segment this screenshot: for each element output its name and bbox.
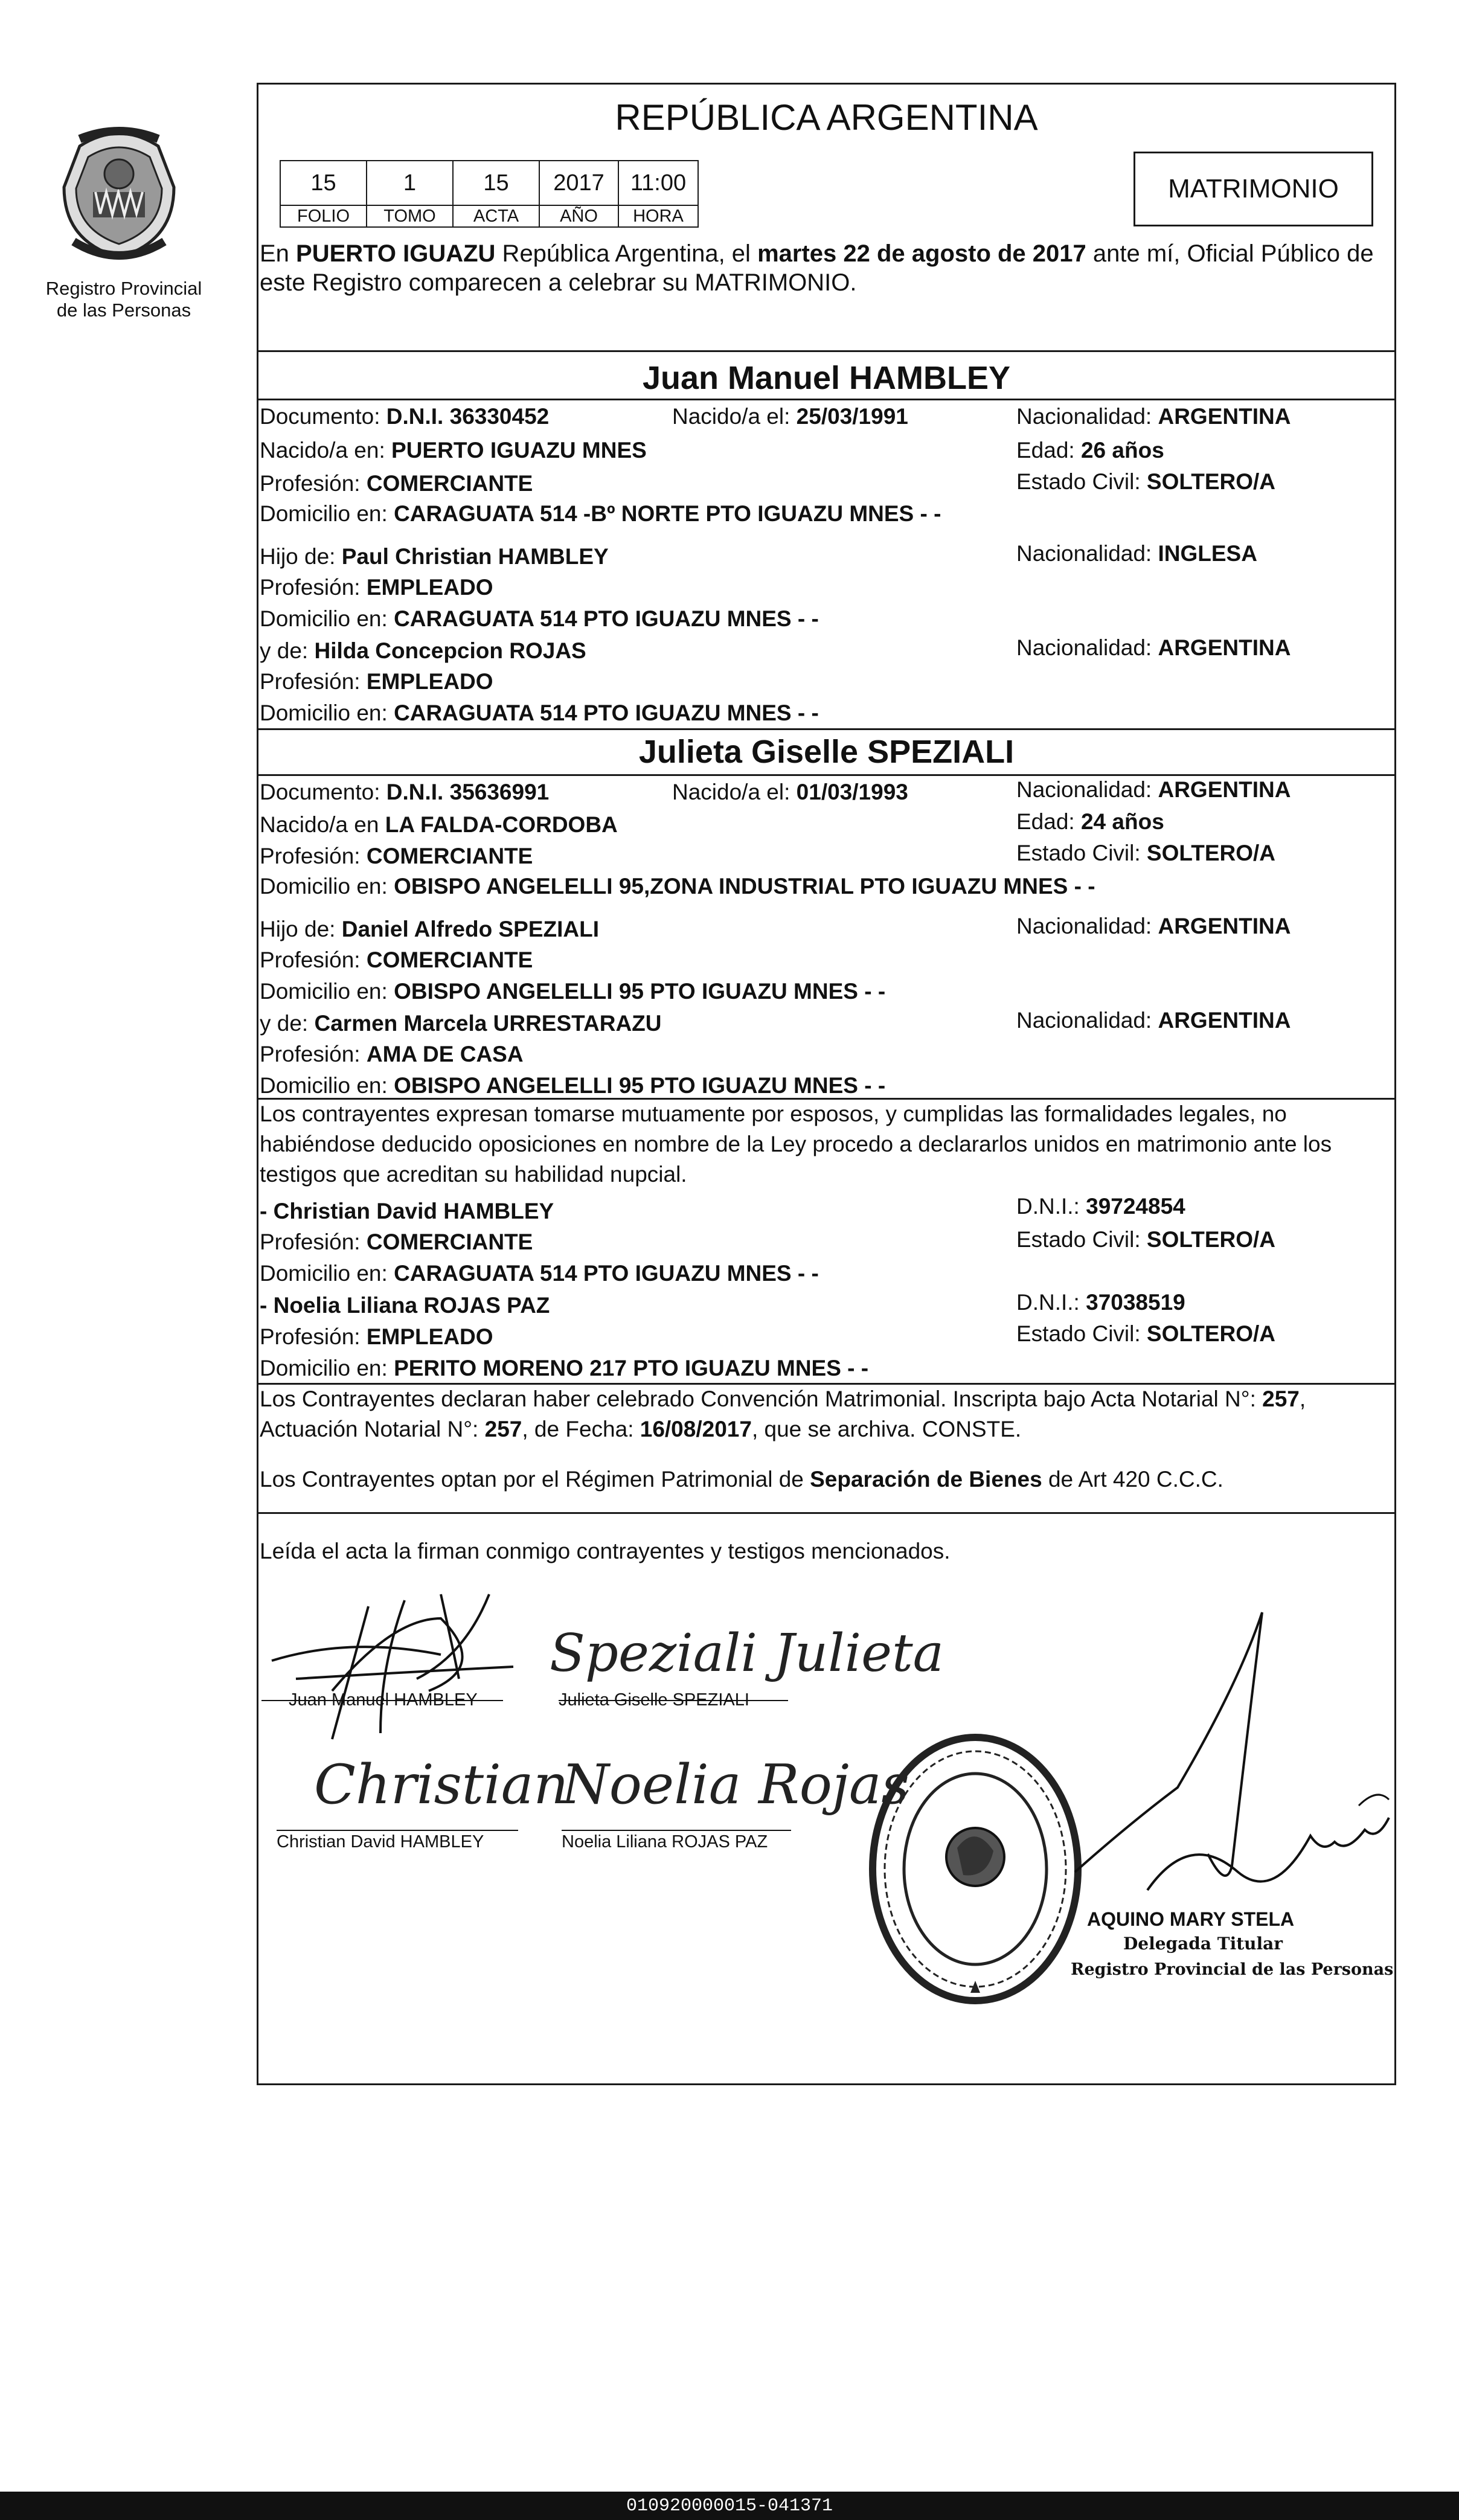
bride-nationality: Nacionalidad: ARGENTINA — [1016, 777, 1291, 802]
country-title: REPÚBLICA ARGENTINA — [615, 97, 1038, 138]
divider — [257, 399, 1396, 400]
bride-birthplace: Nacido/a en LA FALDA-CORDOBA — [260, 812, 618, 837]
witness1-address: Domicilio en: CARAGUATA 514 PTO IGUAZU MNES - - — [260, 1261, 819, 1286]
witness1-signature-caption: Christian David HAMBLEY — [277, 1832, 484, 1852]
witness2-signature: Noelia Rojas — [562, 1753, 909, 1816]
witness1-signature: Christian — [314, 1753, 569, 1816]
groom-profession: Profesión: COMERCIANTE — [260, 471, 533, 496]
acta-label: ACTA — [453, 205, 539, 227]
signature-line — [562, 1830, 791, 1831]
groom-mother-nationality: Nacionalidad: ARGENTINA — [1016, 635, 1291, 660]
bride-mother-profession: Profesión: AMA DE CASA — [260, 1042, 524, 1066]
bride-mother-address: Domicilio en: OBISPO ANGELELLI 95 PTO IGUAZU MNES - - — [260, 1073, 886, 1098]
intro-paragraph: En PUERTO IGUAZU República Argentina, el martes 22 de agosto de 2017 ante mí, Oficial Público de este Registro comparecen a celebrar su MATRIMONIO. — [260, 240, 1374, 296]
witness2-address: Domicilio en: PERITO MORENO 217 PTO IGUAZU MNES - - — [260, 1356, 869, 1380]
official-title: Delegada Titular — [1123, 1934, 1283, 1954]
official-registry: Registro Provincial de las Personas — [1071, 1960, 1394, 1979]
witness1-name: - Christian David HAMBLEY — [260, 1199, 554, 1223]
regime-paragraph: Los Contrayentes optan por el Régimen Patrimonial de Separación de Bienes de Art 420 C.C.C. — [260, 1467, 1223, 1492]
witness1-dni: D.N.I.: 39724854 — [1016, 1194, 1185, 1219]
intro-city: PUERTO IGUAZU — [296, 240, 496, 267]
groom-mother: y de: Hilda Concepcion ROJAS — [260, 638, 586, 663]
witness2-dni: D.N.I.: 37038519 — [1016, 1290, 1185, 1315]
witness2-profession: Profesión: EMPLEADO — [260, 1324, 493, 1349]
acta-value: 15 — [453, 161, 539, 205]
groom-signature-caption: Juan Manuel HAMBLEY — [289, 1690, 478, 1710]
official-name: AQUINO MARY STELA — [1087, 1908, 1295, 1930]
bride-signature: Speziali Julieta — [550, 1623, 944, 1684]
divider — [257, 728, 1396, 730]
bride-mother: y de: Carmen Marcela URRESTARAZU — [260, 1011, 662, 1036]
folio-value: 15 — [280, 161, 367, 205]
witness2-name: - Noelia Liliana ROJAS PAZ — [260, 1293, 550, 1318]
divider — [257, 1512, 1396, 1514]
groom-father-profession: Profesión: EMPLEADO — [260, 575, 493, 600]
bride-father-nationality: Nacionalidad: ARGENTINA — [1016, 914, 1291, 938]
registry-name-line1: Registro Provincial — [45, 278, 202, 299]
groom-birth-date: Nacido/a el: 25/03/1991 — [672, 404, 908, 429]
divider — [257, 774, 1396, 776]
groom-father: Hijo de: Paul Christian HAMBLEY — [260, 544, 609, 569]
anio-label: AÑO — [539, 205, 618, 227]
bride-father-address: Domicilio en: OBISPO ANGELELLI 95 PTO IGUAZU MNES - - — [260, 979, 886, 1004]
footer-barcode-text: 010920000015-041371 — [0, 2492, 1459, 2520]
convention-paragraph: Los Contrayentes declaran haber celebrado Convención Matrimonial. Inscripta bajo Acta Notarial N°: 257, Actuación Notarial N°: 257, de Fecha: 16/08/2017, que se archiva. CONSTE. — [260, 1387, 1306, 1441]
closing-text: Leída el acta la firman conmigo contrayentes y testigos mencionados. — [260, 1539, 951, 1563]
signature-line — [277, 1830, 518, 1831]
intro-date: martes 22 de agosto de 2017 — [757, 240, 1086, 267]
bride-birth-date: Nacido/a el: 01/03/1993 — [672, 780, 908, 804]
groom-birthplace: Nacido/a en: PUERTO IGUAZU MNES — [260, 438, 647, 463]
registry-seal-icon — [37, 121, 200, 272]
bride-father-profession: Profesión: COMERCIANTE — [260, 947, 533, 972]
hora-label: HORA — [618, 205, 698, 227]
bride-name: Julieta Giselle SPEZIALI — [638, 734, 1015, 770]
folio-label: FOLIO — [280, 205, 367, 227]
groom-nationality: Nacionalidad: ARGENTINA — [1016, 404, 1291, 429]
bride-signature-caption: Julieta Giselle SPEZIALI — [559, 1690, 749, 1710]
groom-civil-status: Estado Civil: SOLTERO/A — [1016, 469, 1276, 494]
groom-mother-address: Domicilio en: CARAGUATA 514 PTO IGUAZU MNES - - — [260, 701, 819, 725]
witness1-civil-status: Estado Civil: SOLTERO/A — [1016, 1227, 1276, 1252]
witness2-signature-caption: Noelia Liliana ROJAS PAZ — [562, 1832, 768, 1852]
groom-father-address: Domicilio en: CARAGUATA 514 PTO IGUAZU MNES - - — [260, 606, 819, 631]
registry-name-line2: de las Personas — [56, 300, 191, 321]
divider — [257, 350, 1396, 352]
witness2-civil-status: Estado Civil: SOLTERO/A — [1016, 1321, 1276, 1346]
hora-value: 11:00 — [618, 161, 698, 205]
anio-value: 2017 — [539, 161, 618, 205]
bride-civil-status: Estado Civil: SOLTERO/A — [1016, 841, 1276, 865]
record-info-table — [280, 160, 699, 228]
groom-address: Domicilio en: CARAGUATA 514 -Bº NORTE PTO IGUAZU MNES - - — [260, 501, 941, 526]
tomo-label: TOMO — [367, 205, 453, 227]
groom-mother-profession: Profesión: EMPLEADO — [260, 669, 493, 694]
bride-mother-nationality: Nacionalidad: ARGENTINA — [1016, 1008, 1291, 1033]
bride-document: Documento: D.N.I. 35636991 — [260, 780, 550, 804]
groom-document: Documento: D.N.I. 36330452 — [260, 404, 550, 429]
bride-age: Edad: 24 años — [1016, 809, 1164, 834]
record-type-box: MATRIMONIO — [1134, 152, 1373, 226]
declaration-paragraph: Los contrayentes expresan tomarse mutuamente por esposos, y cumplidas las formalidades legales, no habiéndose deducido oposiciones en nombre de la Ley procedo a declararlos unidos en matrimonio ante los testigos que acreditan su habilidad nupcial. — [260, 1101, 1332, 1187]
registry-logo — [37, 121, 200, 272]
bride-profession: Profesión: COMERCIANTE — [260, 844, 533, 868]
official-signature — [1057, 1588, 1395, 1926]
tomo-value: 1 — [367, 161, 453, 205]
official-stamp — [861, 1727, 1090, 2011]
witness1-profession: Profesión: COMERCIANTE — [260, 1230, 533, 1254]
bride-address: Domicilio en: OBISPO ANGELELLI 95,ZONA INDUSTRIAL PTO IGUAZU MNES - - — [260, 874, 1095, 899]
groom-father-nationality: Nacionalidad: INGLESA — [1016, 541, 1257, 566]
bride-father: Hijo de: Daniel Alfredo SPEZIALI — [260, 917, 599, 941]
groom-age: Edad: 26 años — [1016, 438, 1164, 463]
groom-signature — [260, 1582, 525, 1763]
groom-name: Juan Manuel HAMBLEY — [642, 360, 1011, 396]
